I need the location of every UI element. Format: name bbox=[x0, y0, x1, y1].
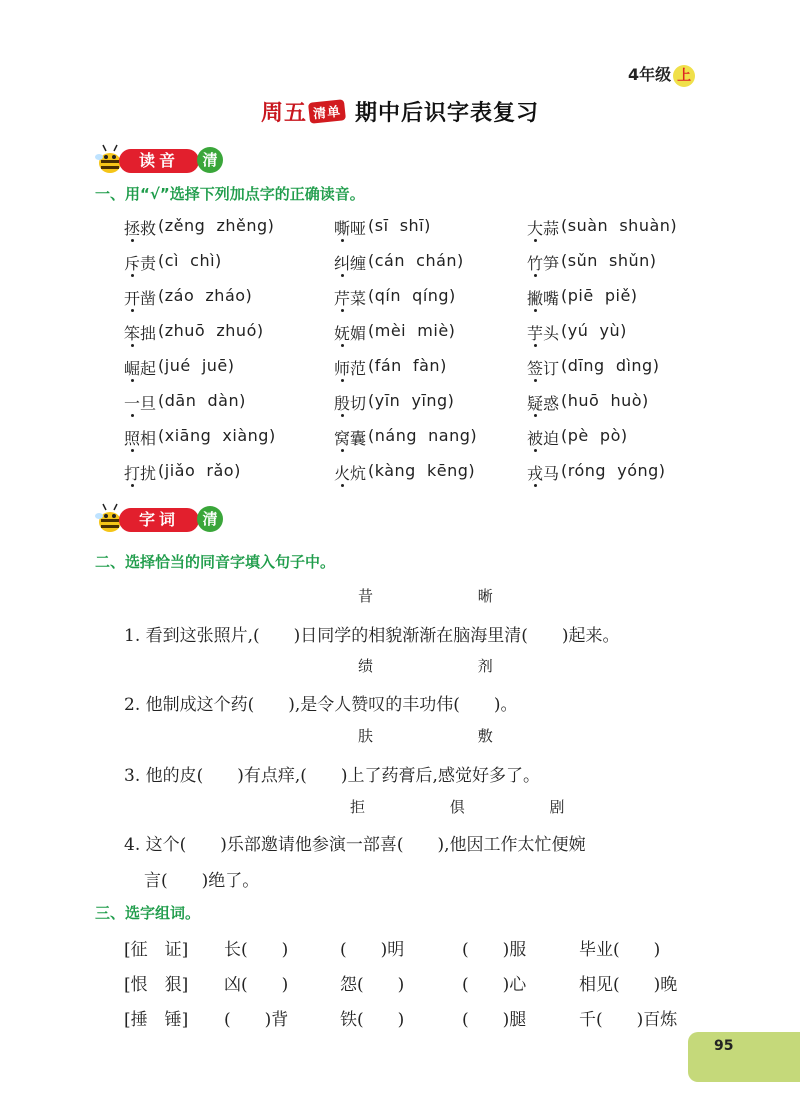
emphasis-dot bbox=[341, 484, 344, 487]
emphasis-dot bbox=[534, 274, 537, 277]
pinyin-word: 拯救 bbox=[124, 219, 157, 238]
qing-badge: 清 bbox=[197, 506, 223, 532]
pinyin-options[interactable]: (sī shī) bbox=[368, 216, 431, 235]
emphasis-dot bbox=[534, 414, 537, 417]
question-2-title: 二、选择恰当的同音字填入句子中。 bbox=[95, 553, 336, 571]
pinyin-word: 竹笋 bbox=[527, 254, 560, 273]
title-rest: 期中后识字表复习 bbox=[355, 100, 540, 126]
combo-blank-item[interactable]: 凶( ) bbox=[224, 975, 289, 995]
page-number-tab bbox=[688, 1032, 800, 1082]
pinyin-options[interactable]: (zhuō zhuó) bbox=[158, 321, 264, 340]
emphasis-dot bbox=[534, 379, 537, 382]
pinyin-word: 撇嘴 bbox=[527, 289, 560, 308]
pinyin-word: 嘶哑 bbox=[334, 219, 367, 238]
pinyin-options[interactable]: (dīng dìng) bbox=[561, 356, 660, 375]
combo-options: [恨 狠] bbox=[124, 975, 189, 995]
pinyin-word: 妩媚 bbox=[334, 324, 367, 343]
pinyin-word: 照相 bbox=[124, 429, 157, 448]
pinyin-word: 纠缠 bbox=[334, 254, 367, 273]
combo-blank-item[interactable]: 相见( )晚 bbox=[579, 975, 678, 995]
pinyin-options[interactable]: (mèi miè) bbox=[368, 321, 456, 340]
emphasis-dot bbox=[131, 484, 134, 487]
pinyin-word: 被迫 bbox=[527, 429, 560, 448]
section-words-label: 字词 bbox=[119, 508, 199, 532]
pinyin-options[interactable]: (suàn shuàn) bbox=[561, 216, 678, 235]
emphasis-dot bbox=[341, 344, 344, 347]
pinyin-options[interactable]: (yīn yīng) bbox=[368, 391, 455, 410]
emphasis-dot bbox=[534, 344, 537, 347]
pinyin-word: 殷切 bbox=[334, 394, 367, 413]
pinyin-options[interactable]: (cán chán) bbox=[368, 251, 464, 270]
grade-label bbox=[628, 62, 695, 87]
qing-badge: 清 bbox=[197, 147, 223, 173]
grade-badge: 上 bbox=[673, 65, 695, 87]
homophone-sentence-continued: 言( )绝了。 bbox=[144, 871, 260, 891]
emphasis-dot bbox=[534, 449, 537, 452]
section-reading-header bbox=[95, 143, 235, 175]
emphasis-dot bbox=[131, 344, 134, 347]
pinyin-options[interactable]: (róng yóng) bbox=[561, 461, 666, 480]
emphasis-dot bbox=[341, 449, 344, 452]
pinyin-options[interactable]: (jiǎo rǎo) bbox=[158, 461, 241, 480]
emphasis-dot bbox=[534, 309, 537, 312]
combo-blank-item[interactable]: 长( ) bbox=[224, 940, 289, 960]
pinyin-options[interactable]: (yú yù) bbox=[561, 321, 627, 340]
combo-blank-item[interactable]: ( )心 bbox=[462, 975, 527, 995]
combo-blank-item[interactable]: 怨( ) bbox=[340, 975, 405, 995]
combo-blank-item[interactable]: 铁( ) bbox=[340, 1010, 405, 1030]
pinyin-options[interactable]: (pè pò) bbox=[561, 426, 628, 445]
pinyin-word: 大蒜 bbox=[527, 219, 560, 238]
emphasis-dot bbox=[534, 239, 537, 242]
homophone-options: 绩 剂 bbox=[358, 657, 543, 675]
grade-text: 4年级 bbox=[628, 65, 672, 84]
homophone-options: 昔 晰 bbox=[358, 587, 543, 605]
homophone-sentence: 1. 看到这张照片,( )日同学的相貌渐渐在脑海里清( )起来。 bbox=[124, 626, 620, 646]
emphasis-dot bbox=[341, 274, 344, 277]
page-number: 95 bbox=[714, 1038, 734, 1054]
pinyin-word: 笨拙 bbox=[124, 324, 157, 343]
combo-blank-item[interactable]: ( )腿 bbox=[462, 1010, 527, 1030]
pinyin-word: 一旦 bbox=[124, 394, 157, 413]
combo-blank-item[interactable]: 毕业( ) bbox=[579, 940, 661, 960]
emphasis-dot bbox=[131, 309, 134, 312]
pinyin-options[interactable]: (qín qíng) bbox=[368, 286, 456, 305]
homophone-sentence: 2. 他制成这个药( ),是令人赞叹的丰功伟( )。 bbox=[124, 695, 518, 715]
homophone-sentence: 4. 这个( )乐部邀请他参演一部喜( ),他因工作太忙便婉 bbox=[124, 835, 586, 855]
pinyin-options[interactable]: (huō huò) bbox=[561, 391, 649, 410]
pinyin-word: 斥责 bbox=[124, 254, 157, 273]
pinyin-options[interactable]: (piē piě) bbox=[561, 286, 638, 305]
pinyin-options[interactable]: (kàng kēng) bbox=[368, 461, 476, 480]
emphasis-dot bbox=[341, 414, 344, 417]
pinyin-options[interactable]: (dān dàn) bbox=[158, 391, 246, 410]
homophone-options: 肤 敷 bbox=[358, 727, 543, 745]
pinyin-options[interactable]: (zěng zhěng) bbox=[158, 216, 275, 235]
combo-options: [征 证] bbox=[124, 940, 189, 960]
pinyin-word: 芹菜 bbox=[334, 289, 367, 308]
pinyin-options[interactable]: (cì chì) bbox=[158, 251, 222, 270]
pinyin-options[interactable]: (xiāng xiàng) bbox=[158, 426, 276, 445]
combo-blank-item[interactable]: ( )背 bbox=[224, 1010, 289, 1030]
homophone-sentence: 3. 他的皮( )有点痒,( )上了药膏后,感觉好多了。 bbox=[124, 766, 540, 786]
emphasis-dot bbox=[131, 449, 134, 452]
emphasis-dot bbox=[131, 414, 134, 417]
pinyin-options[interactable]: (fán fàn) bbox=[368, 356, 447, 375]
pinyin-options[interactable]: (sǔn shǔn) bbox=[561, 251, 657, 270]
pinyin-word: 打扰 bbox=[124, 464, 157, 483]
pinyin-word: 火炕 bbox=[334, 464, 367, 483]
question-1-title: 一、用“√”选择下列加点字的正确读音。 bbox=[95, 185, 365, 203]
pinyin-word: 芋头 bbox=[527, 324, 560, 343]
question-3-title: 三、选字组词。 bbox=[95, 904, 201, 922]
homophone-options: 拒 俱 剧 bbox=[350, 798, 605, 816]
page-title bbox=[0, 96, 800, 127]
emphasis-dot bbox=[534, 484, 537, 487]
combo-blank-item[interactable]: ( )服 bbox=[462, 940, 527, 960]
section-reading-label: 读音 bbox=[119, 149, 199, 173]
title-main: 周五 bbox=[260, 100, 307, 126]
pinyin-word: 师范 bbox=[334, 359, 367, 378]
title-badge: 清单 bbox=[308, 99, 346, 124]
emphasis-dot bbox=[341, 309, 344, 312]
pinyin-word: 开凿 bbox=[124, 289, 157, 308]
pinyin-word: 窝囊 bbox=[334, 429, 367, 448]
combo-blank-item[interactable]: ( )明 bbox=[340, 940, 405, 960]
pinyin-options[interactable]: (náng nang) bbox=[368, 426, 478, 445]
combo-blank-item[interactable]: 千( )百炼 bbox=[579, 1010, 678, 1030]
emphasis-dot bbox=[341, 239, 344, 242]
section-words-header bbox=[95, 502, 235, 534]
emphasis-dot bbox=[131, 379, 134, 382]
emphasis-dot bbox=[341, 379, 344, 382]
pinyin-options[interactable]: (jué juē) bbox=[158, 356, 235, 375]
pinyin-word: 戎马 bbox=[527, 464, 560, 483]
emphasis-dot bbox=[131, 274, 134, 277]
pinyin-word: 签订 bbox=[527, 359, 560, 378]
pinyin-word: 崛起 bbox=[124, 359, 157, 378]
pinyin-word: 疑惑 bbox=[527, 394, 560, 413]
combo-options: [捶 锤] bbox=[124, 1010, 189, 1030]
pinyin-options[interactable]: (záo zháo) bbox=[158, 286, 253, 305]
emphasis-dot bbox=[131, 239, 134, 242]
